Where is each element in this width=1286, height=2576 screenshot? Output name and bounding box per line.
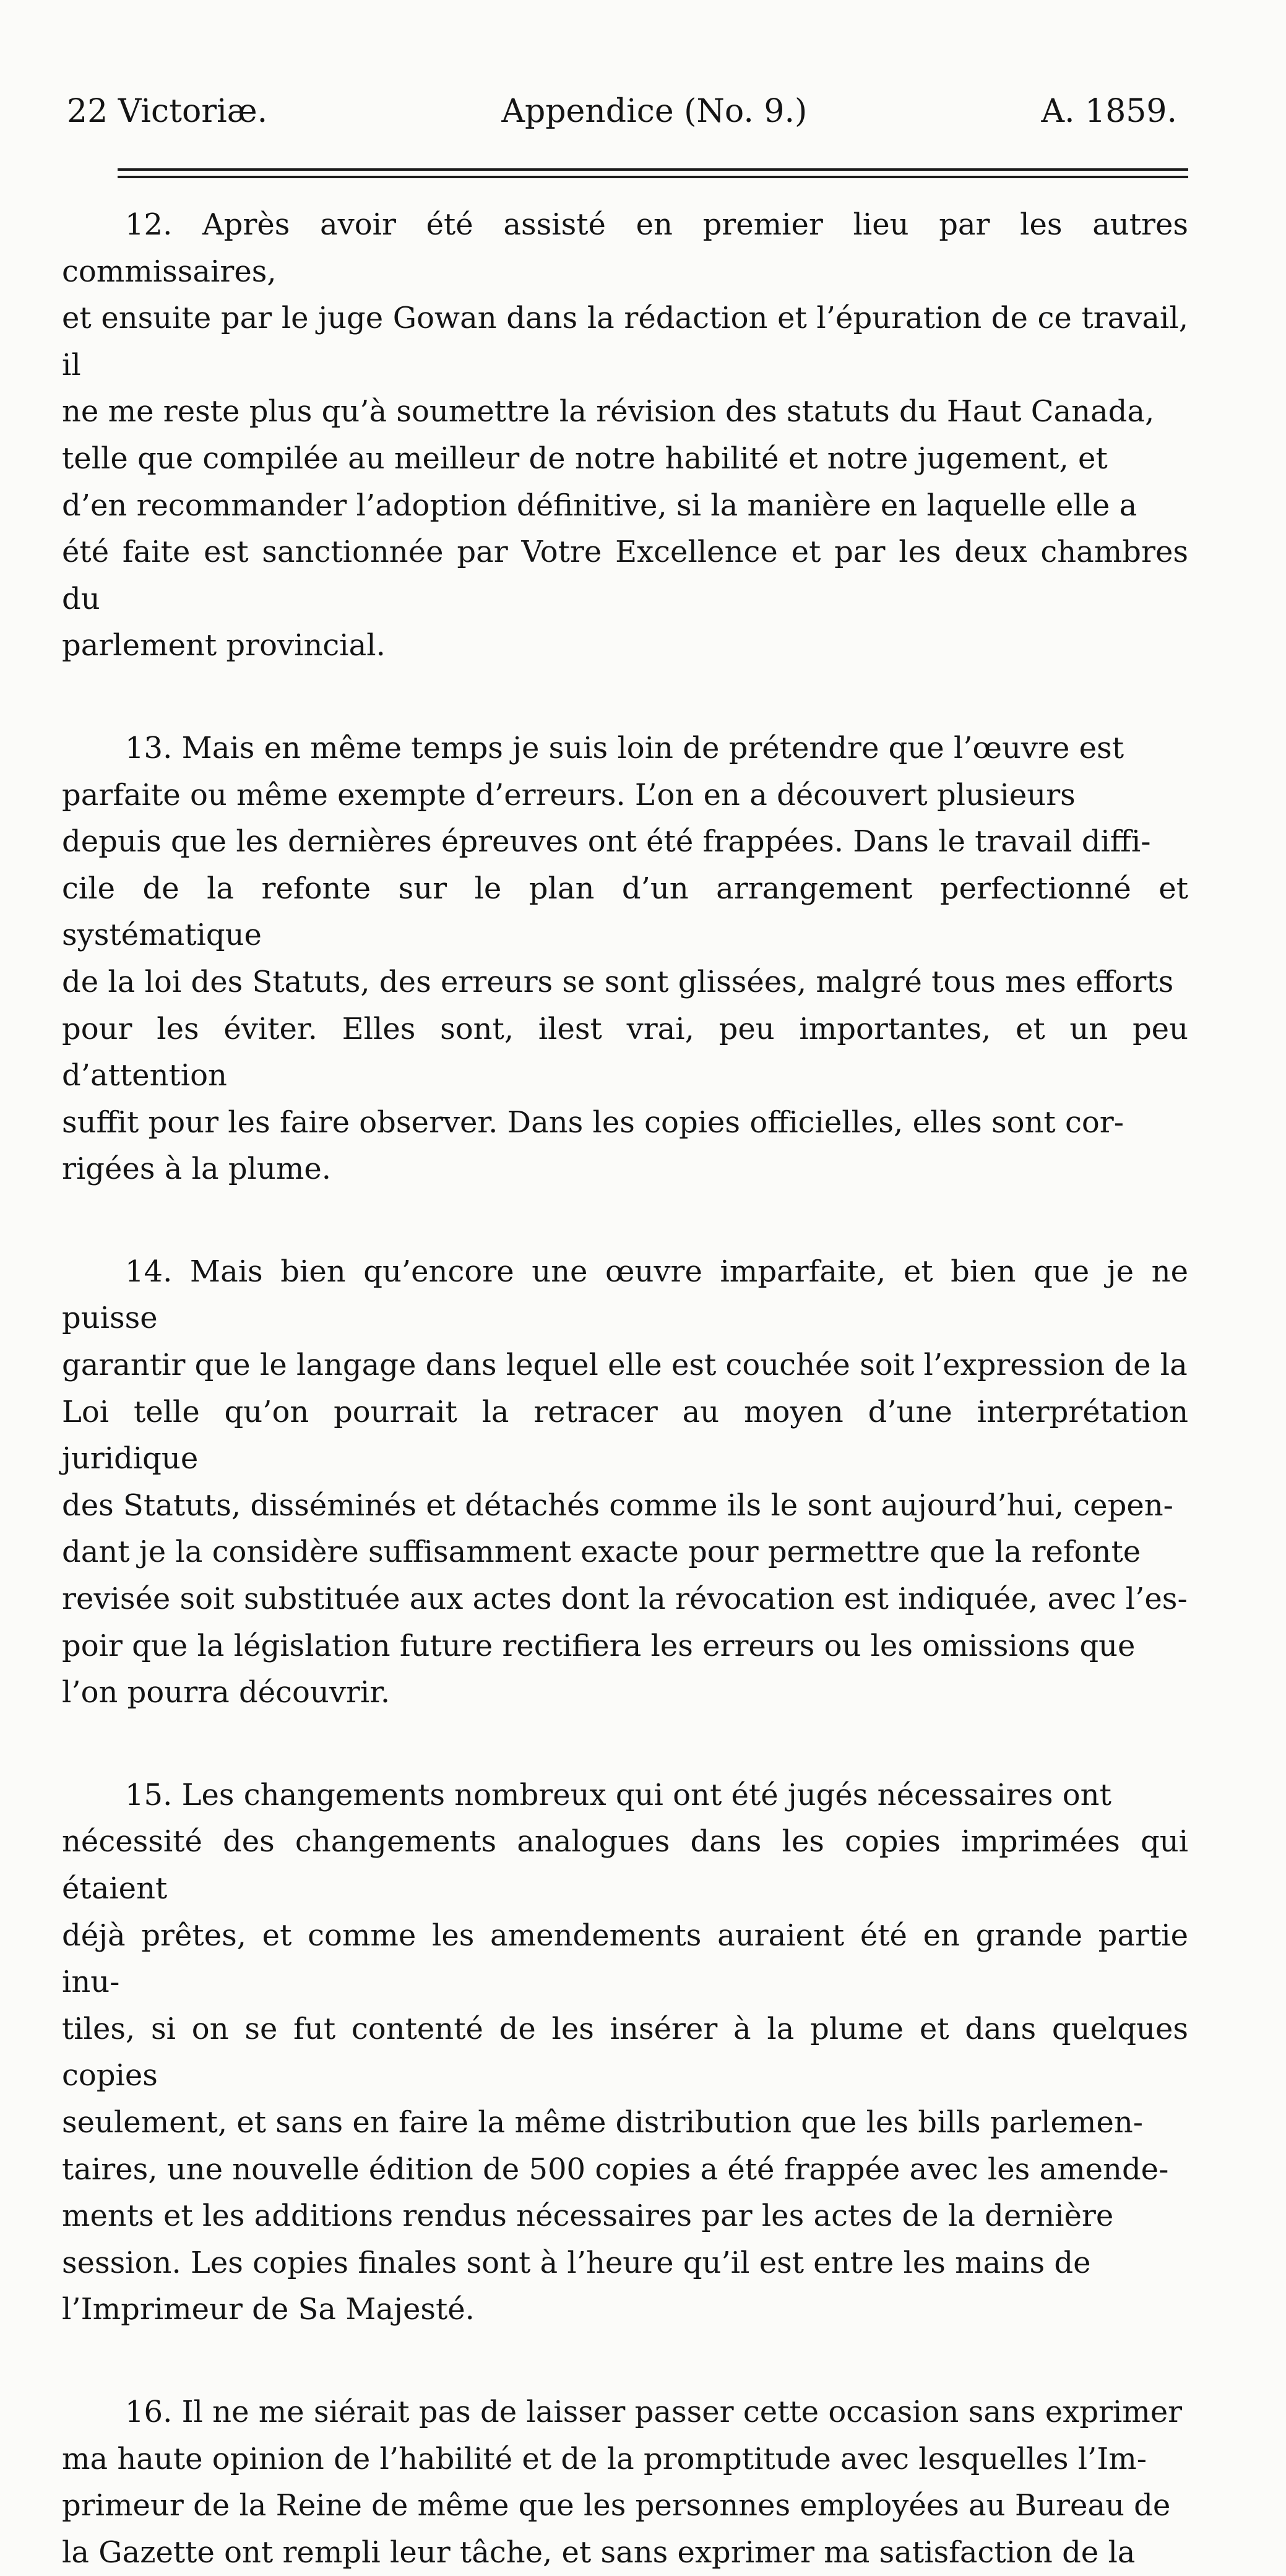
header-year: A. 1859. xyxy=(1041,93,1177,130)
paragraph-15: 15. Les changements nombreux qui ont été jugés nécessaires ont nécessité des changements analogues dans les copies imprimées qui étaient déjà prêtes, et comme les amendements auraient été en grande partie inu- tiles, si on se fut contenté de les insérer à la plume et dans quelques copies seulement, et sans en faire la même distribution que les bills parlemen- taires, une nouvelle édition de 500 copies a été frappée avec les amende- ments et les additions rendus nécessaires par les actes de la dernière session. Les copies finales sont à l’heure qu’il est entre les mains de l’Imprimeur de Sa Majesté. xyxy=(62,1777,1188,2327)
header-double-rule xyxy=(118,168,1188,178)
header-appendix: Appendice (No. 9.) xyxy=(501,93,808,130)
paragraph-16: 16. Il ne me siérait pas de laisser passer cette occasion sans exprimer ma haute opinion de l’habilité et de la promptitude avec lesquelles l’Im- primeur de la Reine de même que les personnes employées au Bureau de la Gazette ont rempli leur tâche, et sans exprimer ma satisfaction de la xyxy=(62,2394,1183,2570)
body-text xyxy=(62,202,1188,2576)
document-page xyxy=(62,93,1188,2576)
paragraph-13: 13. Mais en même temps je suis loin de prétendre que l’œuvre est parfaite ou même exempte d’erreurs. L’on en a découvert plusieurs depuis que les dernières épreuves ont été frappées. Dans le travail diffi- cile de la refonte sur le plan d’un arrangement perfectionné et systématique de la loi des Statuts, des erreurs se sont glissées, malgré tous mes efforts pour les éviter. Elles sont, ilest vrai, peu importantes, et un peu d’attention suffit pour les faire observer. Dans les copies officielles, elles sont cor- rigées à la plume. xyxy=(62,730,1188,1187)
paragraph-14: 14. Mais bien qu’encore une œuvre imparfaite, et bien que je ne puisse garantir que le langage dans lequel elle est couchée soit l’expression de la Loi telle qu’on pourrait la retracer au moyen d’une interprétation juridique des Statuts, disséminés et détachés comme ils le sont aujourd’hui, cepen- dant je la considère suffisamment exacte pour permettre que la refonte revisée soit substituée aux actes dont la révocation est indiquée, avec l’es- poir que la législation future rectifiera les erreurs ou les omissions que l’on pourra découvrir. xyxy=(62,1254,1188,1710)
running-head xyxy=(62,93,1188,130)
header-session: 22 Victoriæ. xyxy=(67,93,268,130)
header-rule-bottom xyxy=(118,176,1188,178)
paragraph-12: 12. Après avoir été assisté en premier lieu par les autres commissaires, et ensuite par le juge Gowan dans la rédaction et l’épuration de ce travail, il ne me reste plus qu’à soumettre la révision des statuts du Haut Canada, telle que compilée au meilleur de notre habilité et notre jugement, et d’en recommander l’adoption définitive, si la manière en laquelle elle a été faite est sanctionnée par Votre Excellence et par les deux chambres du parlement provincial. xyxy=(62,207,1188,663)
header-rule-top xyxy=(118,168,1188,171)
